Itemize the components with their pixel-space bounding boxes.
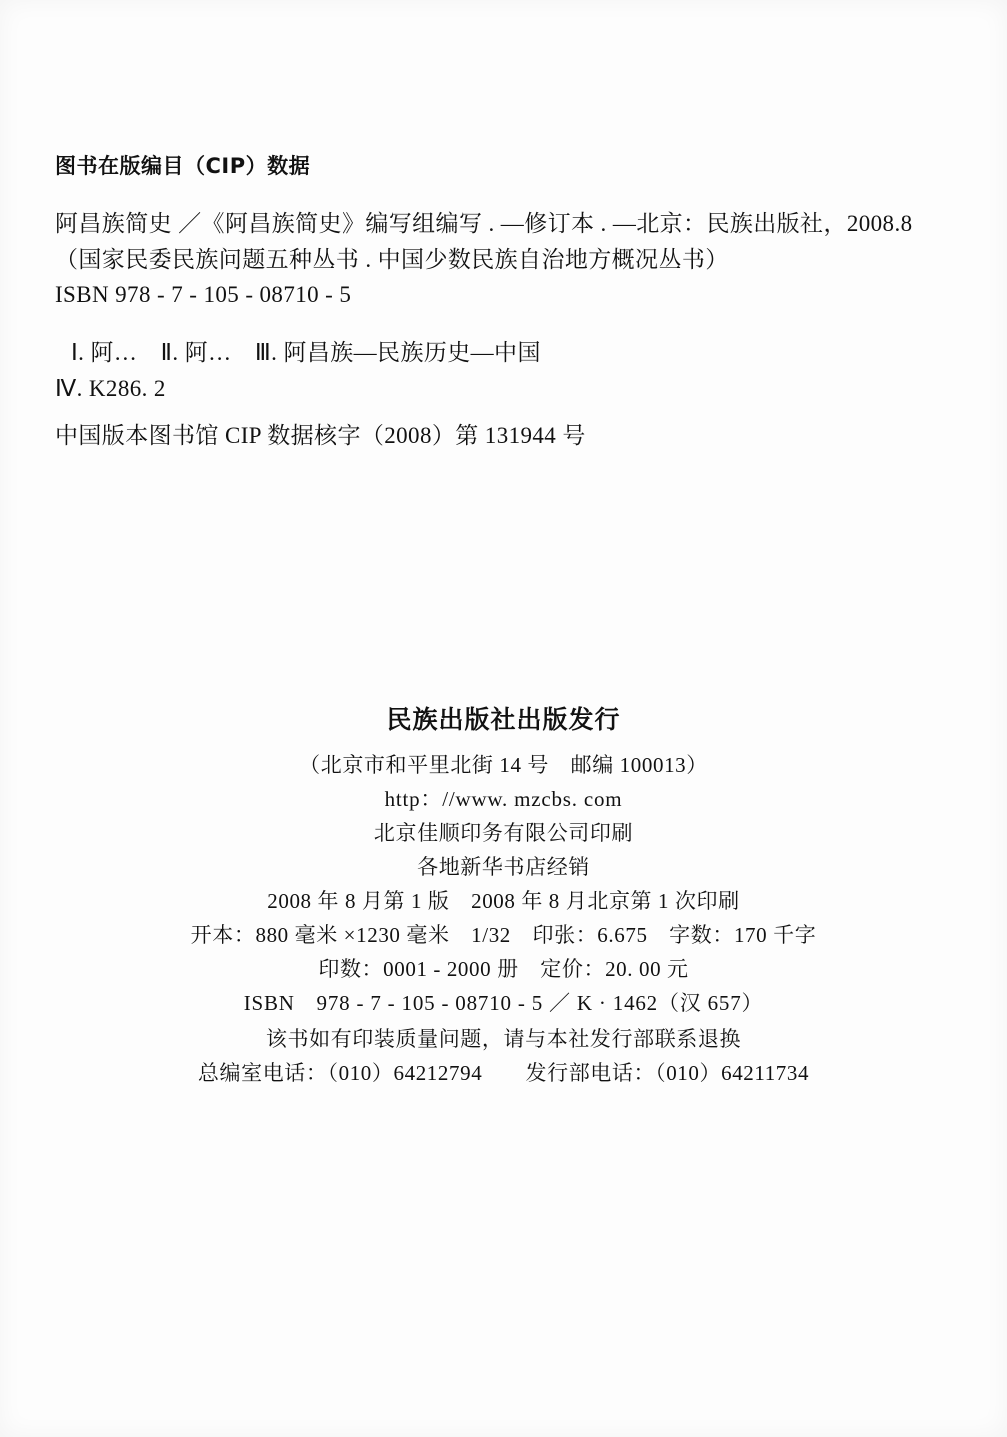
contact-phones: 总编室电话：（010）64212794 发行部电话：（010）64211734	[197, 1061, 810, 1086]
cip-heading: 图书在版编目（CIP）数据	[55, 154, 311, 178]
publisher-website: http：//www. mzcbs. com	[384, 787, 623, 812]
cip-block	[55, 150, 935, 454]
publisher-block	[0, 700, 1007, 1090]
publisher-name: 民族出版社出版发行	[386, 707, 621, 734]
cip-series-line: （国家民委民族问题五种丛书 . 中国少数民族自治地方概况丛书）	[55, 246, 729, 272]
quality-notice: 该书如有印装质量问题，请与本社发行部联系退换	[265, 1027, 742, 1052]
spacer	[55, 313, 935, 335]
spacer	[55, 406, 935, 418]
distributor: 各地新华书店经销	[417, 855, 590, 880]
edition-info: 2008 年 8 月第 1 版 2008 年 8 月北京第 1 次印刷	[267, 889, 740, 914]
cip-number-line: 中国版本图书馆 CIP 数据核字（2008）第 131944 号	[55, 423, 586, 449]
cip-isbn-line: ISBN 978 - 7 - 105 - 08710 - 5	[55, 282, 352, 308]
isbn-line: ISBN 978 - 7 - 105 - 08710 - 5 ／ K · 1462（汉 657）	[243, 991, 764, 1016]
book-specs: 开本：880 毫米 ×1230 毫米 1/32 印张：6.675 字数：170 千字	[190, 923, 817, 948]
cip-title-line: 阿昌族简史 ／《阿昌族简史》编写组编写 . —修订本 . —北京：民族出版社，2008.8	[55, 211, 913, 236]
print-run-and-price: 印数：0001 - 2000 册 定价：20. 00 元	[318, 957, 689, 982]
cip-classification-line-1: Ⅰ. 阿… Ⅱ. 阿… Ⅲ. 阿昌族—民族历史—中国	[71, 339, 541, 365]
publisher-address: （北京市和平里北街 14 号 邮编 100013）	[299, 753, 708, 777]
cip-classification-line-2: Ⅳ. K286. 2	[55, 375, 166, 401]
printer: 北京佳顺印务有限公司印刷	[373, 821, 634, 846]
